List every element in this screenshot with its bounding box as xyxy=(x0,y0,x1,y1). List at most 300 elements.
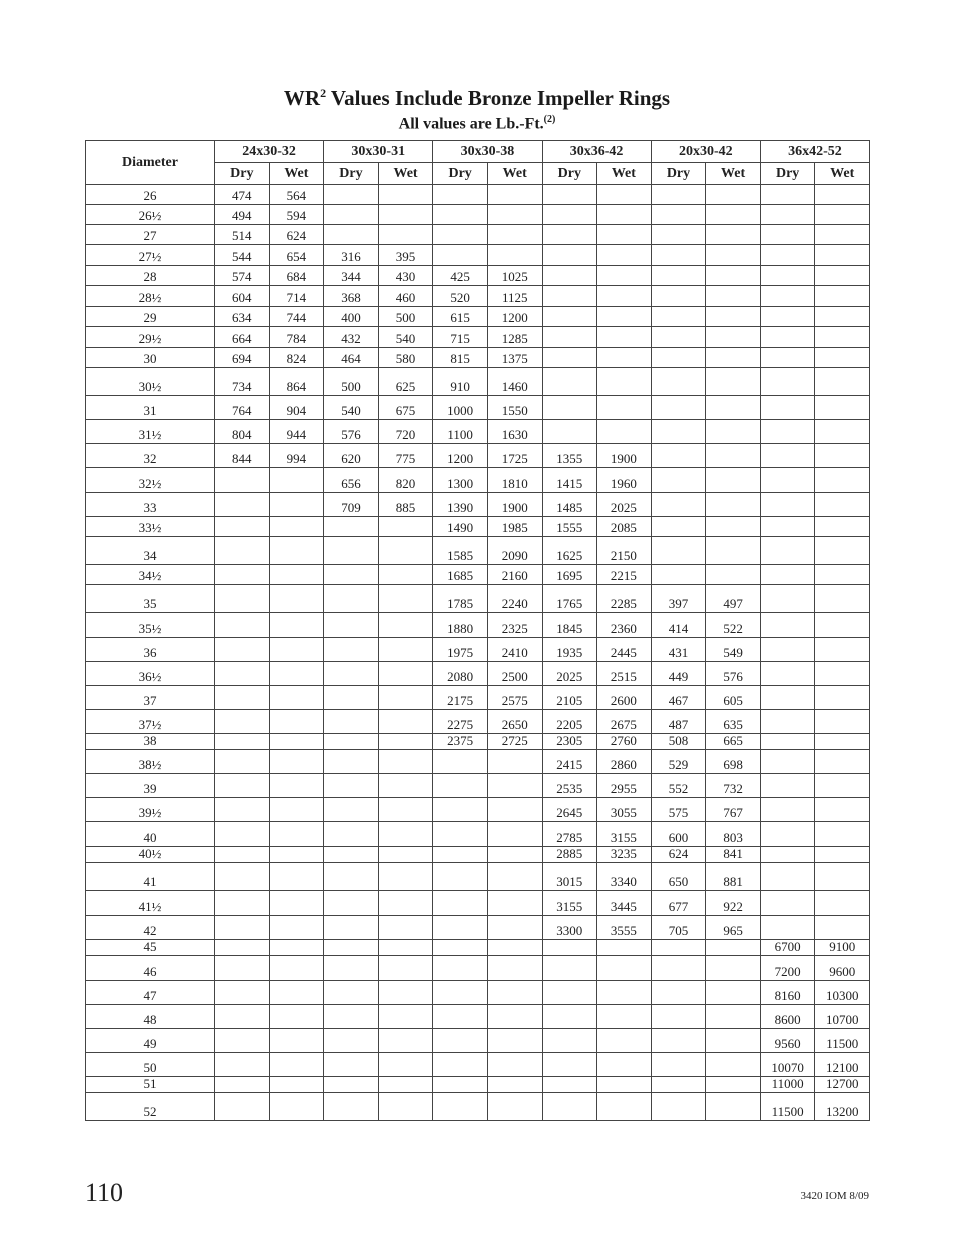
dry-value-cell xyxy=(215,468,270,493)
table-row xyxy=(86,368,870,396)
wet-value-cell: 994 xyxy=(269,444,324,468)
wet-value-cell: 3555 xyxy=(597,916,652,940)
dry-value-cell xyxy=(324,981,379,1005)
dry-value-cell: 544 xyxy=(215,245,270,266)
wet-value-cell: 497 xyxy=(706,585,761,613)
dry-value-cell: 414 xyxy=(651,613,706,638)
diameter-cell: 26½ xyxy=(86,205,215,225)
diameter-cell: 29 xyxy=(86,307,215,327)
wet-value-cell xyxy=(597,1029,652,1053)
table-row xyxy=(86,327,870,348)
dry-value-cell: 540 xyxy=(324,396,379,420)
wet-value-cell xyxy=(597,307,652,327)
wet-value-cell xyxy=(487,822,542,847)
dry-value-cell: 2275 xyxy=(433,710,488,734)
dry-value-cell xyxy=(215,710,270,734)
wet-value-cell xyxy=(269,1053,324,1077)
dry-header: Dry xyxy=(215,163,270,185)
table-row xyxy=(86,205,870,225)
dry-value-cell: 575 xyxy=(651,798,706,822)
dry-value-cell: 804 xyxy=(215,420,270,444)
table-row xyxy=(86,1077,870,1093)
dry-value-cell xyxy=(760,710,815,734)
dry-value-cell xyxy=(542,225,597,245)
diameter-cell: 31 xyxy=(86,396,215,420)
dry-value-cell xyxy=(651,368,706,396)
dry-header: Dry xyxy=(324,163,379,185)
wet-value-cell xyxy=(706,368,761,396)
dry-value-cell xyxy=(324,225,379,245)
dry-value-cell: 1390 xyxy=(433,493,488,517)
wet-value-cell xyxy=(597,420,652,444)
dry-value-cell xyxy=(324,916,379,940)
dry-value-cell xyxy=(651,185,706,205)
dry-value-cell: 2415 xyxy=(542,750,597,774)
dry-value-cell xyxy=(324,863,379,891)
wet-value-cell xyxy=(269,1077,324,1093)
dry-value-cell: 2375 xyxy=(433,734,488,750)
dry-value-cell xyxy=(433,1029,488,1053)
wet-value-cell: 3155 xyxy=(597,822,652,847)
dry-value-cell: 316 xyxy=(324,245,379,266)
dry-value-cell xyxy=(760,565,815,585)
table-row xyxy=(86,1029,870,1053)
dry-value-cell xyxy=(433,225,488,245)
table-row xyxy=(86,710,870,734)
dry-value-cell xyxy=(215,537,270,565)
dry-value-cell xyxy=(433,863,488,891)
dry-value-cell xyxy=(433,205,488,225)
wet-value-cell xyxy=(378,1077,433,1093)
dry-value-cell: 3155 xyxy=(542,891,597,916)
wet-value-cell xyxy=(815,822,870,847)
table-row xyxy=(86,863,870,891)
wet-value-cell: 2445 xyxy=(597,638,652,662)
wet-value-cell xyxy=(378,537,433,565)
page-subtitle xyxy=(0,114,954,133)
dry-value-cell: 487 xyxy=(651,710,706,734)
dry-value-cell: 734 xyxy=(215,368,270,396)
wet-value-cell xyxy=(378,734,433,750)
table-row xyxy=(86,1005,870,1029)
table-row xyxy=(86,245,870,266)
dry-value-cell xyxy=(324,750,379,774)
diameter-cell: 41½ xyxy=(86,891,215,916)
dry-value-cell: 474 xyxy=(215,185,270,205)
dry-value-cell: 677 xyxy=(651,891,706,916)
dry-value-cell xyxy=(542,327,597,348)
wet-value-cell: 965 xyxy=(706,916,761,940)
diameter-cell: 52 xyxy=(86,1093,215,1121)
wet-value-cell: 3055 xyxy=(597,798,652,822)
dry-value-cell xyxy=(542,981,597,1005)
diameter-cell: 41 xyxy=(86,863,215,891)
subtitle-footnote: (2) xyxy=(543,114,556,125)
wet-value-cell xyxy=(269,638,324,662)
wet-value-cell xyxy=(815,774,870,798)
table-row xyxy=(86,493,870,517)
dry-value-cell: 694 xyxy=(215,348,270,368)
wet-value-cell xyxy=(597,225,652,245)
subtitle-text: All values are Lb.-Ft. xyxy=(398,115,544,133)
document-code: 3420 IOM 8/09 xyxy=(800,1190,869,1202)
wet-value-cell xyxy=(815,537,870,565)
dry-value-cell: 529 xyxy=(651,750,706,774)
diameter-cell: 39 xyxy=(86,774,215,798)
dry-value-cell xyxy=(651,225,706,245)
dry-value-cell xyxy=(324,940,379,956)
dry-value-cell xyxy=(760,493,815,517)
wet-value-cell: 1725 xyxy=(487,444,542,468)
wet-value-cell: 500 xyxy=(378,307,433,327)
wet-value-cell xyxy=(815,798,870,822)
wet-value-cell: 580 xyxy=(378,348,433,368)
dry-value-cell: 910 xyxy=(433,368,488,396)
dry-value-cell xyxy=(215,565,270,585)
dry-value-cell xyxy=(760,734,815,750)
wet-value-cell xyxy=(706,981,761,1005)
dry-value-cell xyxy=(542,266,597,286)
wet-value-cell xyxy=(815,710,870,734)
dry-value-cell: 514 xyxy=(215,225,270,245)
wet-value-cell: 1900 xyxy=(597,444,652,468)
wet-value-cell: 1810 xyxy=(487,468,542,493)
wet-value-cell xyxy=(378,1053,433,1077)
dry-value-cell: 764 xyxy=(215,396,270,420)
diameter-cell: 45 xyxy=(86,940,215,956)
dry-value-cell: 709 xyxy=(324,493,379,517)
wet-value-cell xyxy=(487,798,542,822)
wet-value-cell xyxy=(378,613,433,638)
dry-value-cell xyxy=(651,444,706,468)
wet-value-cell: 540 xyxy=(378,327,433,348)
dry-value-cell xyxy=(542,348,597,368)
dry-value-cell xyxy=(215,1093,270,1121)
dry-value-cell xyxy=(760,266,815,286)
dry-value-cell xyxy=(651,327,706,348)
wet-value-cell: 2410 xyxy=(487,638,542,662)
wet-value-cell xyxy=(597,1053,652,1077)
dry-value-cell xyxy=(760,750,815,774)
dry-value-cell: 624 xyxy=(651,847,706,863)
diameter-cell: 33 xyxy=(86,493,215,517)
wr2-values-table xyxy=(85,140,870,1121)
diameter-cell: 48 xyxy=(86,1005,215,1029)
dry-value-cell: 1845 xyxy=(542,613,597,638)
wet-value-cell xyxy=(378,205,433,225)
wet-value-cell: 2240 xyxy=(487,585,542,613)
dry-value-cell xyxy=(215,847,270,863)
wet-value-cell: 2360 xyxy=(597,613,652,638)
wet-value-cell xyxy=(706,420,761,444)
dry-value-cell: 1000 xyxy=(433,396,488,420)
wet-value-cell xyxy=(815,517,870,537)
group-header: 30x30-38 xyxy=(433,141,542,163)
wet-value-cell: 1285 xyxy=(487,327,542,348)
wet-value-cell xyxy=(706,1093,761,1121)
dry-value-cell xyxy=(215,774,270,798)
dry-value-cell xyxy=(433,1093,488,1121)
wet-value-cell xyxy=(378,585,433,613)
diameter-cell: 36 xyxy=(86,638,215,662)
wet-value-cell xyxy=(815,891,870,916)
wet-value-cell xyxy=(378,662,433,686)
wet-value-cell xyxy=(378,891,433,916)
dry-value-cell: 844 xyxy=(215,444,270,468)
wet-value-cell: 12700 xyxy=(815,1077,870,1093)
dry-value-cell xyxy=(324,638,379,662)
dry-value-cell xyxy=(324,585,379,613)
wet-value-cell: 720 xyxy=(378,420,433,444)
dry-value-cell xyxy=(324,847,379,863)
dry-value-cell: 467 xyxy=(651,686,706,710)
dry-value-cell xyxy=(760,613,815,638)
dry-value-cell xyxy=(651,537,706,565)
wet-value-cell xyxy=(487,891,542,916)
dry-value-cell xyxy=(651,940,706,956)
table-row xyxy=(86,420,870,444)
dry-value-cell: 2885 xyxy=(542,847,597,863)
dry-value-cell xyxy=(651,266,706,286)
table-row xyxy=(86,956,870,981)
wet-value-cell xyxy=(815,662,870,686)
wet-header: Wet xyxy=(597,163,652,185)
dry-value-cell xyxy=(760,396,815,420)
wet-value-cell: 2090 xyxy=(487,537,542,565)
diameter-cell: 31½ xyxy=(86,420,215,444)
wet-value-cell xyxy=(487,1005,542,1029)
dry-value-cell xyxy=(215,662,270,686)
wet-value-cell xyxy=(487,847,542,863)
dry-value-cell xyxy=(433,750,488,774)
wet-value-cell: 732 xyxy=(706,774,761,798)
dry-value-cell xyxy=(542,368,597,396)
dry-value-cell xyxy=(760,348,815,368)
dry-value-cell: 344 xyxy=(324,266,379,286)
wet-value-cell xyxy=(378,1093,433,1121)
dry-value-cell xyxy=(760,916,815,940)
wet-value-cell: 1985 xyxy=(487,517,542,537)
dry-value-cell xyxy=(760,863,815,891)
wet-value-cell xyxy=(706,266,761,286)
wet-value-cell: 2160 xyxy=(487,565,542,585)
wet-value-cell: 10300 xyxy=(815,981,870,1005)
wet-value-cell: 1550 xyxy=(487,396,542,420)
dry-value-cell: 1765 xyxy=(542,585,597,613)
wet-value-cell: 885 xyxy=(378,493,433,517)
dry-value-cell: 552 xyxy=(651,774,706,798)
dry-value-cell xyxy=(215,734,270,750)
wet-value-cell xyxy=(815,863,870,891)
diameter-cell: 37½ xyxy=(86,710,215,734)
wet-value-cell: 2575 xyxy=(487,686,542,710)
table-row xyxy=(86,468,870,493)
diameter-cell: 38 xyxy=(86,734,215,750)
dry-value-cell xyxy=(324,891,379,916)
dry-value-cell: 1100 xyxy=(433,420,488,444)
wet-value-cell xyxy=(269,981,324,1005)
dry-value-cell xyxy=(542,286,597,307)
group-header: 30x36-42 xyxy=(542,141,651,163)
wet-value-cell xyxy=(815,348,870,368)
dry-value-cell: 3300 xyxy=(542,916,597,940)
table-row xyxy=(86,916,870,940)
wet-value-cell xyxy=(269,613,324,638)
dry-value-cell: 620 xyxy=(324,444,379,468)
table-row xyxy=(86,774,870,798)
wet-value-cell xyxy=(815,205,870,225)
dry-value-cell xyxy=(651,1077,706,1093)
wet-value-cell xyxy=(597,245,652,266)
diameter-cell: 34 xyxy=(86,537,215,565)
dry-value-cell: 574 xyxy=(215,266,270,286)
wet-value-cell xyxy=(815,734,870,750)
dry-value-cell xyxy=(433,245,488,266)
table-row xyxy=(86,225,870,245)
dry-value-cell xyxy=(324,734,379,750)
title-superscript: 2 xyxy=(320,86,327,100)
wet-value-cell xyxy=(487,225,542,245)
dry-value-cell xyxy=(542,396,597,420)
dry-value-cell xyxy=(433,774,488,798)
dry-value-cell xyxy=(215,613,270,638)
wet-value-cell xyxy=(597,981,652,1005)
wet-value-cell xyxy=(269,891,324,916)
wet-value-cell xyxy=(269,956,324,981)
table-row xyxy=(86,565,870,585)
wet-value-cell: 744 xyxy=(269,307,324,327)
dry-value-cell xyxy=(324,613,379,638)
wet-value-cell: 576 xyxy=(706,662,761,686)
wet-value-cell xyxy=(269,940,324,956)
wet-value-cell xyxy=(487,1077,542,1093)
dry-value-cell xyxy=(760,327,815,348)
diameter-header: Diameter xyxy=(86,141,215,185)
dry-value-cell: 1490 xyxy=(433,517,488,537)
dry-value-cell xyxy=(651,420,706,444)
diameter-cell: 29½ xyxy=(86,327,215,348)
dry-value-cell xyxy=(542,1093,597,1121)
wet-value-cell xyxy=(597,368,652,396)
wet-value-cell xyxy=(815,307,870,327)
wet-value-cell xyxy=(815,225,870,245)
wet-value-cell: 784 xyxy=(269,327,324,348)
dry-value-cell xyxy=(324,1053,379,1077)
wet-value-cell: 775 xyxy=(378,444,433,468)
wet-value-cell xyxy=(378,847,433,863)
table-row xyxy=(86,750,870,774)
dry-value-cell xyxy=(215,493,270,517)
wet-value-cell: 2600 xyxy=(597,686,652,710)
dry-value-cell xyxy=(433,847,488,863)
wet-value-cell: 2285 xyxy=(597,585,652,613)
wet-value-cell: 944 xyxy=(269,420,324,444)
wet-value-cell xyxy=(269,1093,324,1121)
dry-value-cell xyxy=(542,1053,597,1077)
diameter-cell: 35½ xyxy=(86,613,215,638)
wet-value-cell: 2325 xyxy=(487,613,542,638)
dry-value-cell: 1695 xyxy=(542,565,597,585)
dry-value-cell xyxy=(651,493,706,517)
dry-value-cell xyxy=(542,940,597,956)
diameter-cell: 51 xyxy=(86,1077,215,1093)
dry-value-cell xyxy=(324,798,379,822)
wet-value-cell xyxy=(597,940,652,956)
table-row xyxy=(86,734,870,750)
dry-header: Dry xyxy=(433,163,488,185)
dry-value-cell xyxy=(215,981,270,1005)
group-header-row xyxy=(86,141,870,163)
table-row xyxy=(86,638,870,662)
dry-value-cell: 10070 xyxy=(760,1053,815,1077)
table-row xyxy=(86,537,870,565)
dry-value-cell: 715 xyxy=(433,327,488,348)
wet-value-cell: 2215 xyxy=(597,565,652,585)
diameter-cell: 32½ xyxy=(86,468,215,493)
dry-value-cell: 1555 xyxy=(542,517,597,537)
wet-value-cell xyxy=(597,1005,652,1029)
wet-value-cell xyxy=(269,493,324,517)
wet-value-cell xyxy=(269,686,324,710)
group-header: 24x30-32 xyxy=(215,141,324,163)
wet-value-cell: 803 xyxy=(706,822,761,847)
dry-value-cell xyxy=(215,585,270,613)
wet-value-cell: 11500 xyxy=(815,1029,870,1053)
wet-value-cell: 698 xyxy=(706,750,761,774)
dry-value-cell: 400 xyxy=(324,307,379,327)
table-row xyxy=(86,348,870,368)
wet-value-cell: 1460 xyxy=(487,368,542,396)
wet-value-cell xyxy=(269,565,324,585)
table-row xyxy=(86,286,870,307)
dry-value-cell xyxy=(651,1029,706,1053)
wet-header: Wet xyxy=(269,163,324,185)
diameter-cell: 40 xyxy=(86,822,215,847)
diameter-cell: 39½ xyxy=(86,798,215,822)
dry-value-cell: 425 xyxy=(433,266,488,286)
dry-value-cell xyxy=(433,1077,488,1093)
dry-value-cell xyxy=(760,368,815,396)
dry-value-cell: 8600 xyxy=(760,1005,815,1029)
wet-value-cell xyxy=(487,750,542,774)
wet-value-cell xyxy=(378,710,433,734)
dry-value-cell xyxy=(433,798,488,822)
table-row xyxy=(86,444,870,468)
dry-value-cell xyxy=(215,916,270,940)
dry-value-cell xyxy=(324,774,379,798)
dry-value-cell: 500 xyxy=(324,368,379,396)
dry-value-cell: 368 xyxy=(324,286,379,307)
dry-value-cell xyxy=(651,1005,706,1029)
dry-value-cell xyxy=(215,798,270,822)
wet-value-cell: 2650 xyxy=(487,710,542,734)
dry-value-cell xyxy=(324,1093,379,1121)
dry-value-cell xyxy=(760,662,815,686)
wet-value-cell: 3235 xyxy=(597,847,652,863)
wet-value-cell: 2675 xyxy=(597,710,652,734)
wet-value-cell: 824 xyxy=(269,348,324,368)
table-row xyxy=(86,613,870,638)
table-row xyxy=(86,396,870,420)
dry-value-cell: 9560 xyxy=(760,1029,815,1053)
wet-value-cell: 9100 xyxy=(815,940,870,956)
dry-value-cell: 2305 xyxy=(542,734,597,750)
table-row xyxy=(86,585,870,613)
dry-value-cell xyxy=(215,956,270,981)
wet-value-cell xyxy=(269,798,324,822)
dry-value-cell xyxy=(324,662,379,686)
dry-value-cell xyxy=(760,286,815,307)
